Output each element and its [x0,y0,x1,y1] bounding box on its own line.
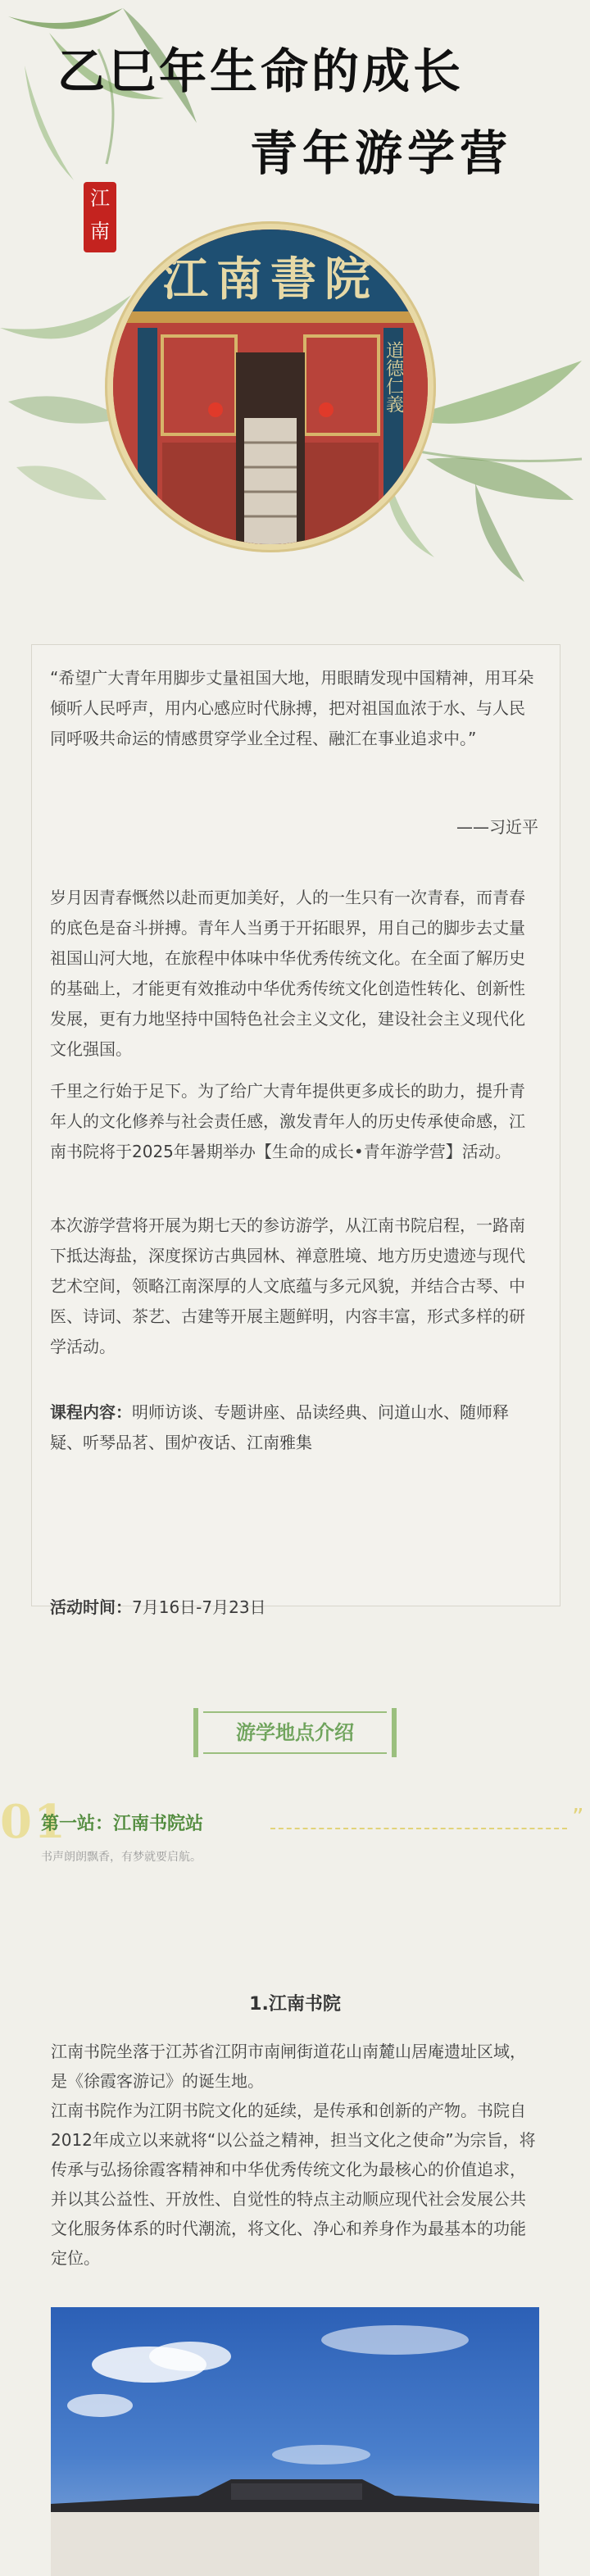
station-title: 第一站：江南书院站 [41,1814,204,1834]
quote-mark-icon: ” [572,1803,584,1830]
course-label: 课程内容： [50,1402,132,1422]
academy-gate-illustration [113,229,428,544]
sky-building-illustration [51,2307,539,2576]
intro-paragraph-2: 千里之行始于足下。为了给广大青年提供更多成长的助力，提升青年人的文化修养与社会责任感，激发青年人的历史传承使命感，江南书院将于2025年暑期举办【生命的成长•青年游学营】活动。 [50,1081,525,1161]
intro-paragraph-3: 本次游学营将开展为期七天的参访游学，从江南书院启程，一路南下抵达海盐，深度探访古典园林、禅意胜境、地方历史遗迹与现代艺术空间，领略江南深厚的人文底蕴与多元风貌，并结合古琴、中医、诗词、茶艺、古建等开展主题鲜明，内容丰富，形式多样的研学活动。 [50,1215,525,1356]
course-content [50,1397,538,1458]
station-divider [270,1828,567,1829]
station-heading: 1.江南书院 [249,1994,341,2015]
page-title-line1: 乙巳年生命的成长 [57,43,465,99]
academy-gate-medallion [105,221,436,552]
intro-quote: “希望广大青年用脚步丈量祖国大地，用眼睛发现中国精神，用耳朵倾听人民呼声，用内心感应时代脉搏，把对祖国血浓于水、与人民同呼吸共命运的情感贯穿学业全过程、融汇在事业追求中。” [50,668,534,748]
time-label: 活动时间： [50,1597,132,1617]
hero-banner [0,0,590,590]
academy-gate-photo [113,229,428,544]
station-subtitle: 书声朗朗飘香，有梦就要启航。 [41,1851,202,1864]
activity-time [50,1592,266,1623]
intro-paragraph-1: 岁月因青春慨然以赴而更加美好，人的一生只有一次青春，而青春的底色是奋斗拼搏。青年人当勇于开拓眼界，用自己的脚步去丈量祖国山河大地，在旅程中体味中华优秀传统文化。在全面了解历史的基础上，才能更有效推动中华优秀传统文化创造性转化、创新性发展，更有力地坚持中国特色社会主义文化，建设社会主义现代化文化强国。 [50,888,525,1059]
section-title-frame [203,1711,387,1754]
time-value: 7月16日-7月23日 [132,1597,266,1617]
station-body-line-2: 江南书院作为江阴书院文化的延续，是传承和创新的产物。书院自2012年成立以来就将“以公益之精神，担当文化之使命”为宗旨，将传承与弘扬徐霞客精神和中华优秀传统文化为最核心的价值追求，并以其公益性、开放性、自觉性的特点主动顺应现代社会发展公共文化服务体系的时代潮流，将文化、净心和养身作为最基本的功能定位。 [51,2101,536,2268]
station-number: 01 [0,1795,67,1849]
academy-photo [51,2307,539,2576]
page-title-line2: 青年游学营 [250,125,513,181]
plaque-text: 江南書院 [162,252,379,307]
station-body-line-1: 江南书院坐落于江苏省江阴市南闸街道花山南麓山居庵遗址区域，是《徐霞客游记》的诞生地。 [51,2042,526,2091]
intro-card [31,644,560,1617]
course-value: 明师访谈、专题讲座、品读经典、问道山水、随师释疑、听琴品茗、围炉夜话、江南雅集 [50,1402,509,1452]
bamboo-leaves-top-left-icon [0,0,246,213]
section-title: 游学地点介绍 [236,1721,354,1744]
couplet-text: 道德仁義 [383,341,404,413]
red-seal-stamp: 江南 [84,182,116,252]
quote-author: ——习近平 [456,817,538,837]
station-body [51,2037,539,2273]
